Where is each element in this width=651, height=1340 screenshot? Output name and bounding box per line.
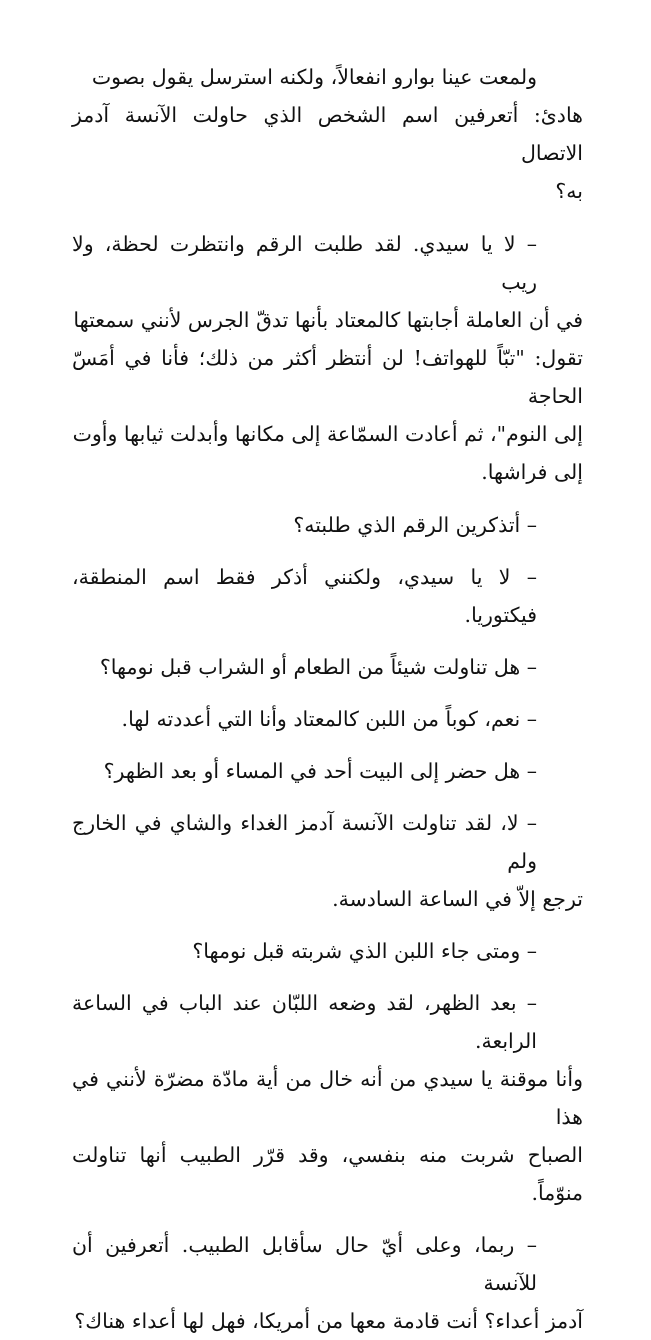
text-line: ترجع إلاّ في الساعة السادسة.: [332, 887, 583, 911]
paragraph-9: [72, 932, 583, 970]
paragraph-3: [72, 506, 583, 544]
text-line: وأنا موقنة يا سيدي من أنه خال من أية مادّة مضرّة لأنني في هذا: [72, 1067, 583, 1129]
paragraph-8: [72, 804, 583, 918]
text-line: تقول: "تبّاً للهواتف! لن أنتظر أكثر من ذلك؛ فأنا في أمَسّ الحاجة: [72, 346, 583, 408]
text-line: هادئ: أتعرفين اسم الشخص الذي حاولت الآنسة آدمز الاتصال: [72, 103, 583, 165]
text-line: – ربما، وعلى أيّ حال سأقابل الطبيب. أتعرفين أن للآنسة: [72, 1233, 537, 1295]
text-line: في أن العاملة أجابتها كالمعتاد بأنها تدقّ الجرس لأنني سمعتها: [73, 308, 583, 332]
text-line: – نعم، كوباً من اللبن كالمعتاد وأنا التي أعددته لها.: [121, 707, 537, 731]
text-line: إلى فراشها.: [481, 460, 583, 484]
paragraph-4: [72, 558, 583, 634]
text-line: إلى النوم"، ثم أعادت السمّاعة إلى مكانها وأبدلت ثيابها وأوت: [72, 422, 583, 446]
paragraph-1: [72, 58, 583, 210]
text-line: – لا يا سيدي، ولكنني أذكر فقط اسم المنطقة، فيكتوريا.: [72, 565, 537, 627]
text-line: – ومتى جاء اللبن الذي شربته قبل نومها؟: [192, 939, 537, 963]
paragraph-5: [72, 648, 583, 686]
text-line: به؟: [555, 179, 583, 203]
text-line: – أتذكرين الرقم الذي طلبته؟: [293, 513, 537, 537]
paragraph-6: [72, 700, 583, 738]
text-line: ولمعت عينا بوارو انفعالاً، ولكنه استرسل يقول بصوت: [91, 65, 537, 89]
paragraph-2: [72, 225, 583, 491]
text-line: – بعد الظهر، لقد وضعه اللبّان عند الباب في الساعة الرابعة.: [72, 991, 537, 1053]
paragraph-10: [72, 984, 583, 1212]
text-line: الصباح شربت منه بنفسي، وقد قرّر الطبيب أنها تناولت منوّماً.: [72, 1143, 583, 1205]
text-line: – لا يا سيدي. لقد طلبت الرقم وانتظرت لحظة، ولا ريب: [72, 232, 537, 294]
paragraph-11: [72, 1226, 583, 1340]
text-line: – هل تناولت شيئاً من الطعام أو الشراب قبل نومها؟: [99, 655, 537, 679]
text-line: – لا، لقد تناولت الآنسة آدمز الغداء والشاي في الخارج ولم: [72, 811, 537, 873]
text-line: – هل حضر إلى البيت أحد في المساء أو بعد الظهر؟: [103, 759, 537, 783]
paragraph-7: [72, 752, 583, 790]
text-line: آدمز أعداء؟ أنت قادمة معها من أمريكا، فهل لها أعداء هناك؟: [74, 1309, 583, 1333]
